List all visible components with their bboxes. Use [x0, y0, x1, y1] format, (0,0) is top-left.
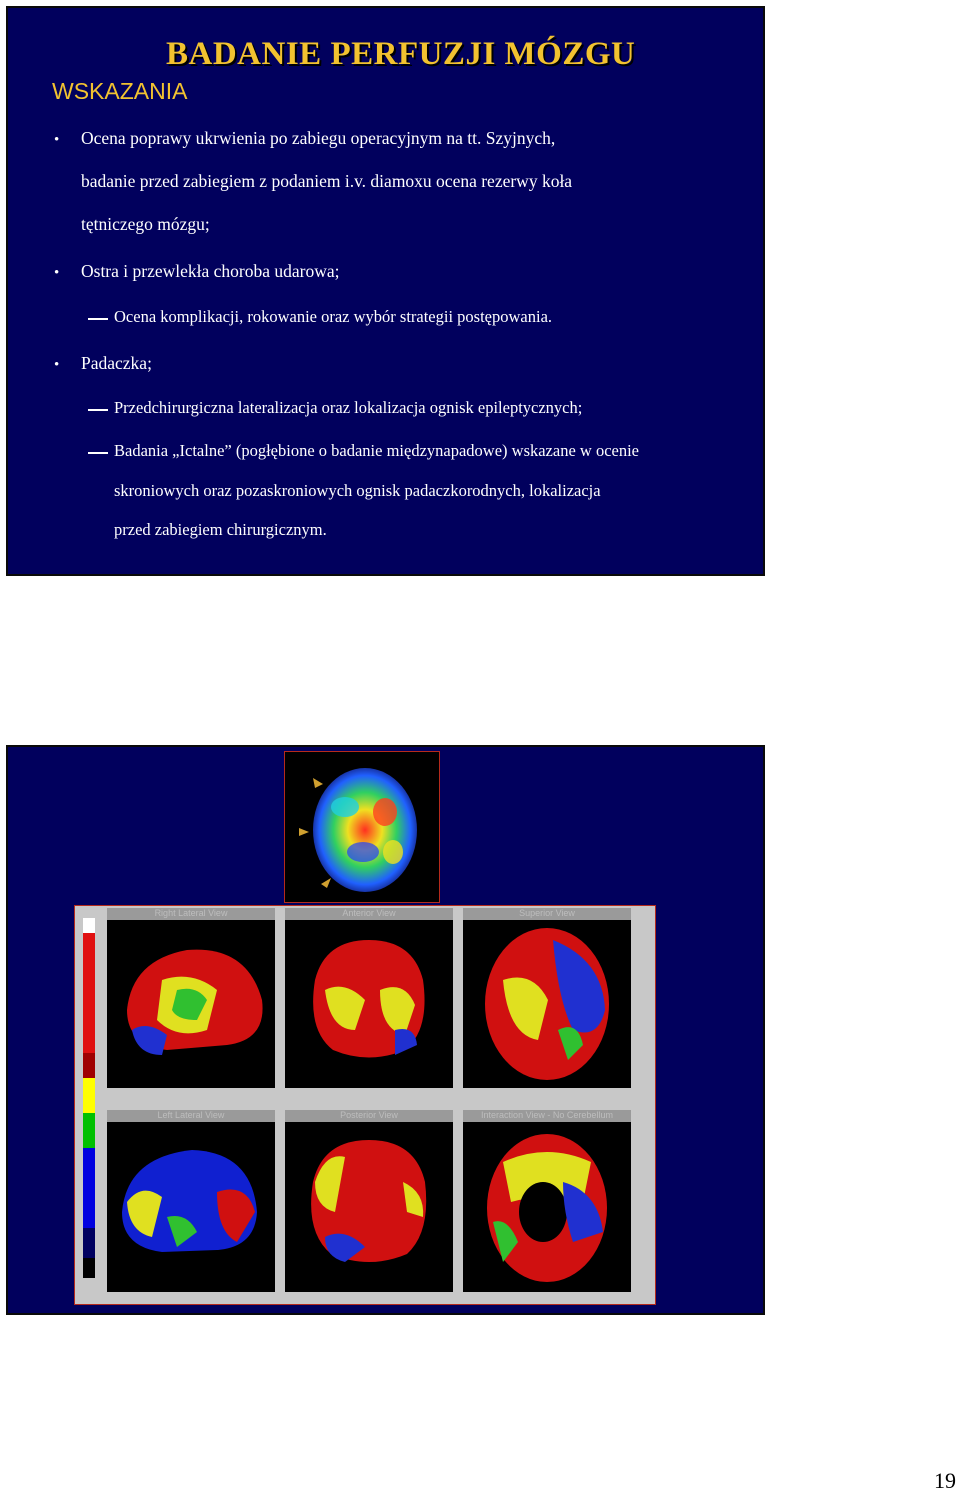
list-item: skroniowych oraz pozaskroniowych ognisk padaczkorodnych, lokalizacja [114, 481, 601, 500]
view-label: Posterior View [285, 1110, 453, 1122]
brain-right-lateral [107, 920, 275, 1088]
bullet-marker: • [54, 265, 60, 281]
view-label: Right Lateral View [107, 908, 275, 920]
list-item: Ocena poprawy ukrwienia po zabiegu operacyjnym na tt. Szyjnych, [81, 128, 556, 148]
brain-3d-panel [74, 905, 656, 1305]
spect-transaxial-image [284, 751, 440, 903]
brain-interaction [463, 1122, 631, 1292]
list-item: przed zabiegiem chirurgicznym. [114, 520, 327, 539]
slide-title: BADANIE PERFUZJI MÓZGU [166, 36, 636, 72]
brain-posterior [285, 1122, 453, 1292]
view-label: Superior View [463, 908, 631, 920]
list-item: Przedchirurgiczna lateralizacja oraz lokalizacja ognisk epileptycznych; [114, 398, 583, 417]
dash-marker [88, 409, 108, 411]
brain-superior [463, 920, 631, 1088]
dash-marker [88, 318, 108, 320]
bullet-marker: • [54, 132, 60, 148]
slide-perfusion-images [6, 745, 765, 1315]
list-item: Padaczka; [81, 353, 152, 373]
list-item: Badania „Ictalne” (pogłębione o badanie międzynapadowe) wskazane w ocenie [114, 441, 640, 460]
bullet-marker: • [54, 357, 60, 373]
dash-marker [88, 452, 108, 454]
view-label: Interaction View - No Cerebellum [463, 1110, 631, 1122]
page-number: 19 [934, 1468, 956, 1493]
slide-indications [6, 6, 765, 576]
list-item: tętniczego mózgu; [81, 214, 210, 234]
brain-anterior [285, 920, 453, 1088]
list-item: Ostra i przewlekła choroba udarowa; [81, 261, 340, 281]
color-scale-bar [83, 918, 95, 1278]
view-label: Anterior View [285, 908, 453, 920]
section-heading: WSKAZANIA [52, 78, 188, 104]
list-item: Ocena komplikacji, rokowanie oraz wybór strategii postępowania. [114, 307, 553, 326]
brain-left-lateral [107, 1122, 275, 1292]
view-label: Left Lateral View [107, 1110, 275, 1122]
list-item: badanie przed zabiegiem z podaniem i.v. diamoxu ocena rezerwy koła [81, 171, 573, 191]
